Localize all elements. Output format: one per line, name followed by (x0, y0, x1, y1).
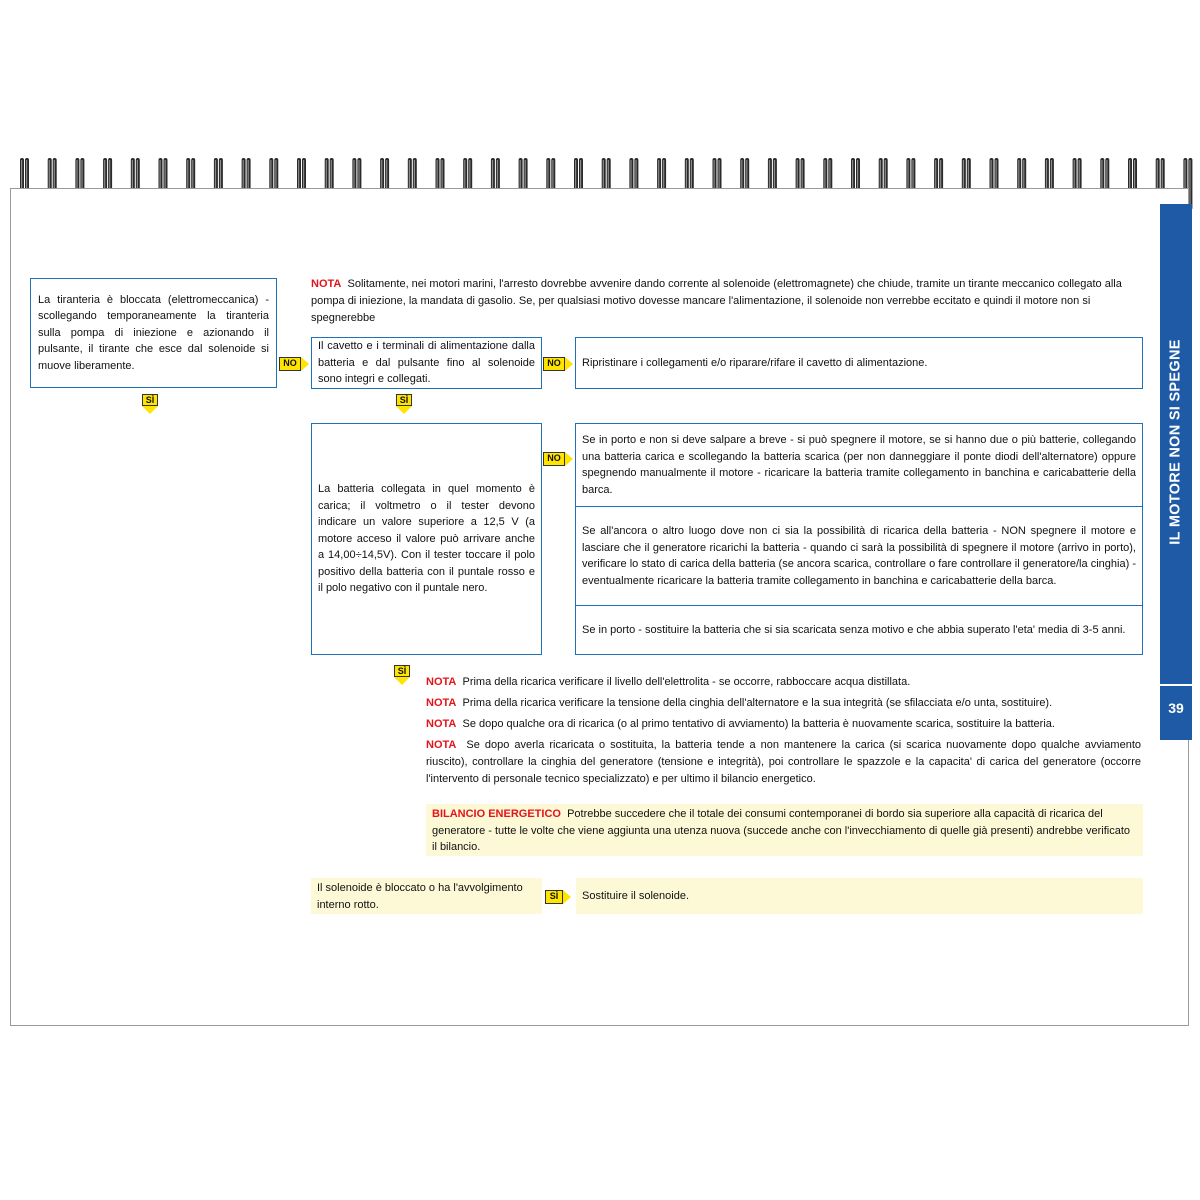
note-ricarica (426, 716, 1141, 733)
solenoid-check-text: Il solenoide è bloccato o ha l'avvolgimento interno rotto. (317, 882, 523, 911)
note-text: Prima della ricarica verificare il livello dell'elettrolita - se occorre, rabboccare acqua distillata. (462, 676, 911, 688)
no-arrow-2 (543, 357, 565, 371)
no-label: NO (283, 358, 297, 368)
no-arrow-1 (279, 357, 301, 371)
action-box-ancora (575, 506, 1143, 606)
check-box-tiranteria (30, 278, 277, 388)
no-arrow-3 (543, 452, 565, 466)
section-title (1160, 204, 1192, 680)
nota-label: NOTA (311, 278, 342, 290)
section-title-text: IL MOTORE NON SI SPEGNE (1168, 339, 1184, 545)
action-text-sostituire: Se in porto - sostituire la batteria che si sia scaricata senza motivo e che abbia superato l'eta' media di 3-5 anni. (582, 623, 1126, 636)
bilancio-text: Potrebbe succedere che il totale dei consumi contemporanei di bordo sia superiore alla capacità di ricarica del generatore - tutte le volte che viene aggiunta una utenza nuova (succede anche con l'invecchiamento di quelle già presenti) andrebbe verificato il bilancio. (432, 808, 1130, 853)
si-arrow-4 (545, 890, 563, 904)
note-text: Se dopo qualche ora di ricarica (o al primo tentativo di avviamento) la batteria è nuovamente scarica, sostituire la batteria. (462, 718, 1055, 730)
no-label: NO (547, 358, 561, 368)
check-box-cavetto (311, 337, 542, 389)
solenoid-action-text: Sostituire il solenoide. (582, 889, 690, 902)
check-box-batteria (311, 423, 542, 655)
nota-label: NOTA (426, 739, 457, 751)
solenoid-action-box (576, 878, 1143, 914)
si-arrow-2 (396, 394, 412, 406)
action-box-sostituire (575, 605, 1143, 655)
check-text-cavetto: Il cavetto e i terminali di alimentazione dalla batteria e dal pulsante fino al solenoide sono integri e collegati. (318, 340, 535, 386)
note-text: Prima della ricarica verificare la tensione della cinghia dell'alternatore e la sua integrità (se sfilacciata e/o unta, sostituire). (462, 697, 1053, 709)
action-text-porto: Se in porto e non si deve salpare a breve - si può spegnere il motore, se si hanno due o più batterie, collegando una batteria carica e scollegando la batteria scarica (per non danneggiare il ponte diodi dell'alternatore) oppure spegnendo manualmente il motore - ricaricare la batteria tramite collegamento in banchina e caricabatterie della barca. (582, 434, 1136, 496)
si-label: SÌ (399, 395, 409, 405)
action-box-porto (575, 423, 1143, 507)
top-note-text: Solitamente, nei motori marini, l'arresto dovrebbe avvenire dando corrente al solenoide (elettromagnete) che chiude, tramite un tirante meccanico collegato alla pompa di iniezione, la mandata di gasolio. Se, per qualsiasi motivo dovesse mancare l'alimentazione, il solenoide non verrebbe eccitato e quindi il motore non si spegnerebbe (311, 278, 1122, 324)
check-text-tiranteria: La tiranteria è bloccata (elettromeccanica) - scollegando temporaneamente la tiranteria sulla pompa di iniezione e azionando il pulsante, il tirante che esce dal solenoide si muove liberamente. (38, 293, 269, 372)
si-label: SÌ (549, 891, 559, 901)
nota-label: NOTA (426, 718, 457, 730)
bilancio-label: BILANCIO ENERGETICO (432, 808, 561, 820)
nota-label: NOTA (426, 676, 457, 688)
top-note (311, 276, 1143, 327)
si-label: SÌ (145, 395, 155, 405)
nota-label: NOTA (426, 697, 457, 709)
check-text-batteria: La batteria collegata in quel momento è carica; il voltmetro o il tester devono indicare un valore superiore a 12,5 V (a motore acceso il valore può arrivare anche a 14,00÷14,5V). Con il tester toccare il polo positivo della batteria con il puntale rosso e il polo negativo con il puntale nero. (318, 483, 535, 595)
action-text-ancora: Se all'ancora o altro luogo dove non ci sia la possibilità di ricarica della batteria - NON spegnere il motore e lasciare che il generatore ricarichi la batteria - quando ci sarà la possibilità di spegnere il motore (arrivo in porto), verificare lo stato di carica della batteria (se ancora scarica, controllare o fare controllare il generatore/la cinghia) - eventualmente ricaricare la batteria tramite collegamento in banchina e caricabatterie della barca. (582, 525, 1136, 587)
si-label: SÌ (397, 666, 407, 676)
solenoid-check-box (311, 878, 542, 914)
note-text: Se dopo averla ricaricata o sostituita, la batteria tende a non mantenere la carica (si scarica nuovamente dopo qualche avviamento riuscito), controllare la cinghia del generatore (tensione e integrità), poi controllare le spazzole e la capacita' di carica del generatore (occorre l'intervento di personale tecnico specializzato) e per ultimo il bilancio energetico. (426, 739, 1141, 785)
bilancio-box (426, 804, 1143, 856)
note-elettrolita (426, 674, 1141, 691)
note-cinghia (426, 695, 1141, 712)
no-label: NO (547, 453, 561, 463)
page-number: 39 (1168, 700, 1184, 716)
action-box-cavetto (575, 337, 1143, 389)
tab-divider (1160, 684, 1192, 686)
note-carica (426, 737, 1141, 788)
si-arrow-3 (394, 665, 410, 677)
si-arrow-1 (142, 394, 158, 406)
action-text-cavetto: Ripristinare i collegamenti e/o riparare/rifare il cavetto di alimentazione. (582, 356, 928, 369)
